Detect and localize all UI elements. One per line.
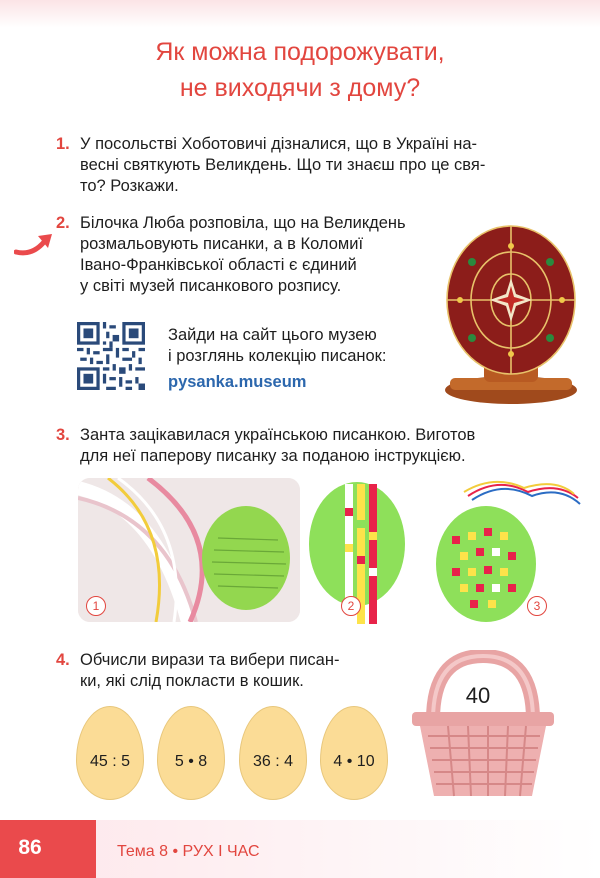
- step-badge: 2: [341, 596, 361, 616]
- task-2-line: у світі музей писанкового розпису.: [80, 277, 342, 295]
- task-2-text: [80, 213, 406, 297]
- page-title-line-1: Як можна подорожувати,: [155, 38, 445, 66]
- task-3-text: [80, 425, 475, 467]
- task-1-text: [80, 134, 485, 197]
- task-2-line: Івано-Франківської області є єдиний: [80, 256, 357, 274]
- task-3-number: 3.: [56, 426, 70, 444]
- top-band: [0, 0, 600, 28]
- task-4-line: ки, які слід покласти в кошик.: [80, 672, 304, 690]
- task-1-line: то? Розкажи.: [80, 177, 179, 195]
- step-1-photo: [78, 478, 300, 622]
- page-title-line-2: не виходячи з дому?: [179, 74, 421, 102]
- egg-expression[interactable]: [239, 706, 307, 800]
- task-3-line: Занта зацікавилася українською писанкою. Виготов: [80, 426, 476, 444]
- step-badge: 1: [86, 596, 106, 616]
- museum-link[interactable]: pysanka.museum: [168, 373, 307, 391]
- egg-expression[interactable]: [320, 706, 388, 800]
- qr-code[interactable]: [77, 322, 145, 390]
- step-badge: 3: [527, 596, 547, 616]
- task-1-number: 1.: [56, 135, 70, 153]
- basket: [408, 650, 558, 800]
- task-2-sub-line: Зайди на сайт цього музею: [168, 326, 377, 344]
- task-1-line: весні святкують Великдень. Що ти знаєш про це свя-: [80, 156, 486, 174]
- egg-expression[interactable]: [76, 706, 144, 800]
- step-3-illustration: [428, 476, 588, 626]
- task-4-text: [80, 650, 339, 692]
- step-2-illustration: [305, 478, 417, 626]
- basket-value: 40: [465, 683, 491, 708]
- task-2-line: розмальовують писанки, а в Коломиї: [80, 235, 364, 253]
- task-4-line: Обчисли вирази та вибери писан-: [80, 651, 340, 669]
- task-2-sub-text: [168, 325, 386, 367]
- expression-text: 45 : 5: [89, 753, 131, 770]
- page-number: 86: [18, 836, 42, 859]
- task-2-line: Білочка Люба розповіла, що на Великдень: [80, 214, 406, 232]
- egg-expression[interactable]: [157, 706, 225, 800]
- expression-text: 4 • 10: [333, 753, 375, 770]
- task-4-number: 4.: [56, 651, 70, 669]
- task-2-sub-line: і розглянь колекцію писанок:: [168, 347, 387, 365]
- pysanka-photo: [432, 222, 590, 412]
- expression-text: 36 : 4: [252, 753, 294, 770]
- topic-label: Тема 8 • РУХ І ЧАС: [117, 843, 260, 860]
- task-1-line: У посольстві Хоботовичі дізналися, що в Україні на-: [80, 135, 477, 153]
- task-2-number: 2.: [56, 214, 70, 232]
- expression-text: 5 • 8: [174, 753, 208, 770]
- task-3-line: для неї паперову писанку за поданою інструкцією.: [80, 447, 466, 465]
- pointer-arrow-icon: [14, 230, 54, 260]
